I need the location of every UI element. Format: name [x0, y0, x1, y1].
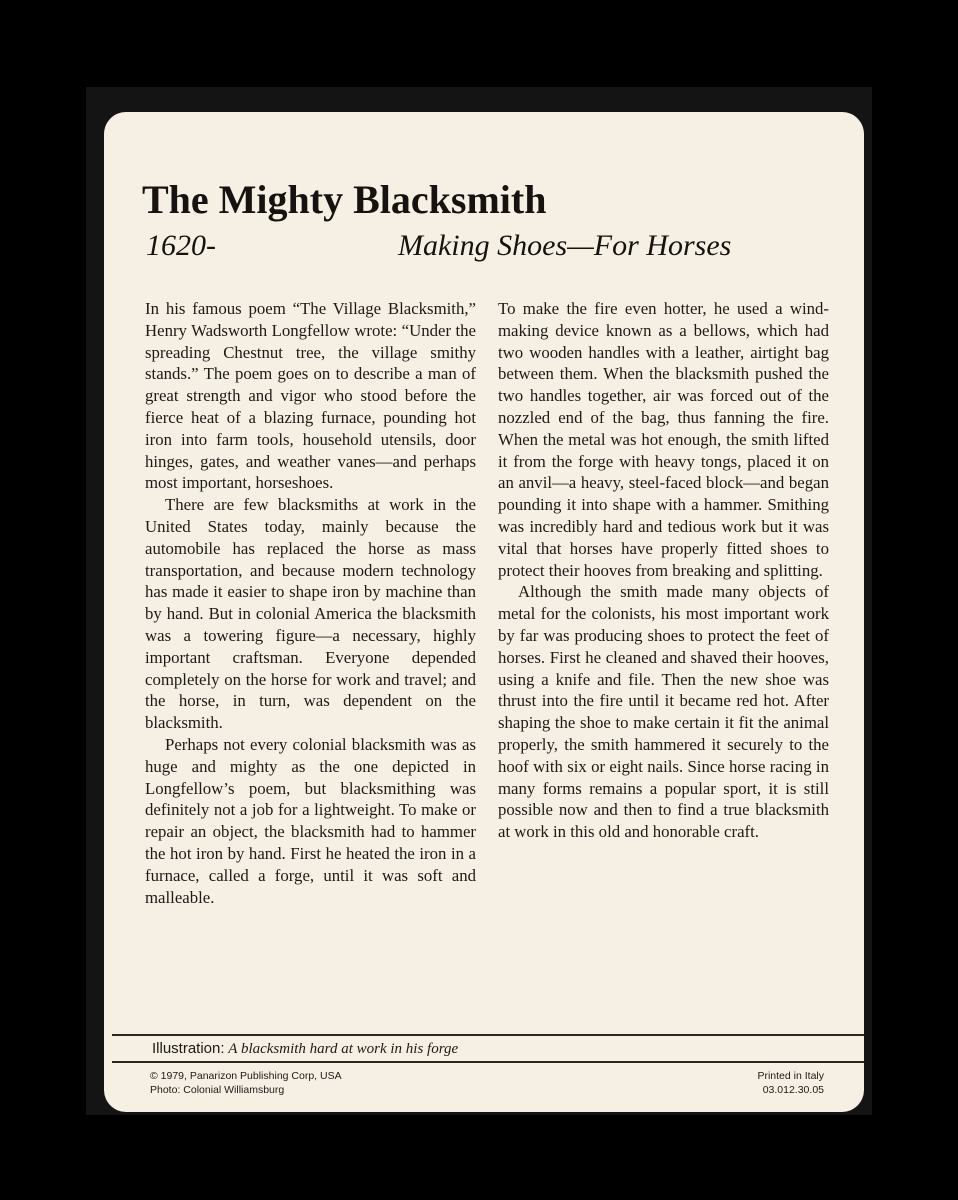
paragraph: There are few blacksmiths at work in the United States today, mainly because the automobile has replaced the horse as mass transportation, and because modern technology has made it easier to shape iron by machine than by hand. But in colonial America the blacksmith was a towering figure—a necessary, highly important craftsman. Everyone depended completely on the horse for work and travel; and the horse, in turn, was dependent on the blacksmith. — [145, 495, 476, 733]
photo-credit: Photo: Colonial Williamsburg — [150, 1084, 285, 1096]
footer-credits — [150, 1069, 342, 1097]
card-date: 1620- — [146, 229, 216, 262]
right-column — [498, 298, 829, 843]
catalog-number: 03.012.30.05 — [762, 1084, 824, 1096]
divider-bottom — [112, 1061, 864, 1063]
trading-card — [104, 112, 864, 1112]
left-column — [145, 298, 476, 908]
divider-top — [112, 1034, 864, 1036]
illustration-line — [152, 1039, 458, 1059]
paragraph: Although the smith made many objects of metal for the colonists, his most important work by far was producing shoes to protect the feet of horses. First he cleaned and shaved their hooves, using a knife and file. Then the new shoe was thrust into the fire until it became red hot. After shaping the shoe to make certain it fit the animal properly, the smith hammered it securely to the hoof with six or eight nails. Since horse racing in many forms remains a popular sport, it is still possible now and then to find a true blacksmith at work in this old and honorable craft. — [498, 582, 829, 842]
paragraph: To make the fire even hotter, he used a wind-making device known as a bellows, which had two wooden handles with a leather, airtight bag between them. When the blacksmith pushed the two handles together, air was forced out of the nozzled end of the bag, thus fanning the fire. When the metal was hot enough, the smith lifted it from the forge with heavy tongs, placed it on an anvil—a heavy, steel-faced block—and began pounding it into shape with a hammer. Smithing was incredibly hard and tedious work but it was vital that horses have properly fitted shoes to protect their hooves from breaking and splitting. — [498, 299, 829, 580]
card-subtitle: Making Shoes—For Horses — [398, 229, 732, 262]
illustration-caption: A blacksmith hard at work in his forge — [228, 1041, 459, 1057]
paragraph: Perhaps not every colonial blacksmith was as huge and mighty as the one depicted in Longfellow’s poem, but blacksmithing was definitely not a job for a lightweight. To make or repair an object, the blacksmith had to hammer the hot iron by hand. First he heated the iron in a furnace, called a forge, until it was soft and malleable. — [145, 734, 476, 907]
paragraph: In his famous poem “The Village Blacksmith,” Henry Wadsworth Longfellow wrote: “Under the spreading Chestnut tree, the village smithy stands.” The poem goes on to describe a man of great strength and vigor who stood before the fierce heat of a blazing furnace, pounding hot iron into farm tools, household utensils, door hinges, gates, and weather vanes—and perhaps most important, horseshoes. — [145, 299, 476, 493]
footer-print-info — [757, 1069, 824, 1097]
copyright: © 1979, Panarizon Publishing Corp, USA — [150, 1070, 342, 1082]
card-title: The Mighty Blacksmith — [142, 177, 547, 222]
illustration-label: Illustration: — [152, 1040, 225, 1057]
printed-in: Printed in Italy — [757, 1070, 824, 1082]
